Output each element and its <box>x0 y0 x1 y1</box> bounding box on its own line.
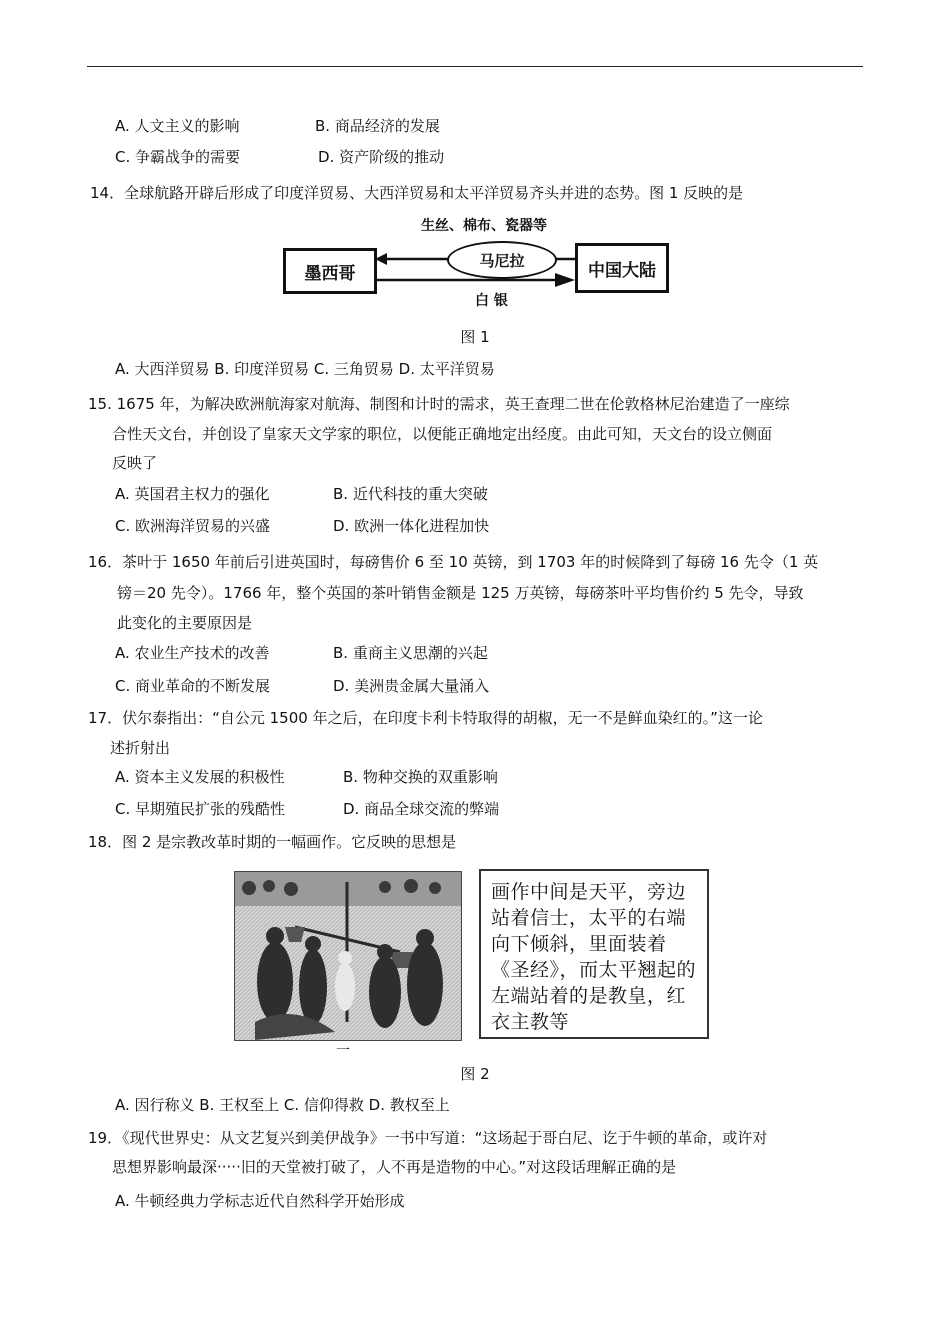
q17-option-d: D. 商品全球交流的弊端 <box>343 800 500 818</box>
q13-option-b: B. 商品经济的发展 <box>315 117 440 135</box>
fig1-right-box: 中国大陆 <box>575 243 669 293</box>
q19-stem-line-1: 19．《现代世界史：从文艺复兴到美伊战争》一书中写道：“这场起于哥白尼、讫于牛顿的革命，或许对 <box>88 1129 768 1147</box>
q17-option-c: C. 早期殖民扩张的残酷性 <box>115 800 286 818</box>
fig1-bottom-label: 白 银 <box>475 293 508 309</box>
q17-stem-line-1: 17．伏尔泰指出：“自公元 1500 年之后，在印度卡利卡特取得的胡椒，无一不是鲜血染红的。”这一论 <box>88 709 763 727</box>
figure-2-description-text: 画作中间是天平，旁边站着信士，太平的右端向下倾斜，里面装着《圣经》，而太平翘起的左端站着的是教皇，红衣主教等 <box>491 881 697 1033</box>
q18-options: A. 因行称义 B. 王权至上 C. 信仰得救 D. 教权至上 <box>115 1096 450 1114</box>
q19-option-a: A. 牛顿经典力学标志近代自然科学开始形成 <box>115 1192 405 1210</box>
q15-option-a: A. 英国君主权力的强化 <box>115 485 270 503</box>
figure-2-dash-mark: 一 <box>336 1043 350 1059</box>
q15-option-b: B. 近代科技的重大突破 <box>333 485 488 503</box>
q13-option-d: D. 资产阶级的推动 <box>318 148 445 166</box>
fig1-left-box: 墨西哥 <box>283 248 377 294</box>
figure-2-caption: 图 2 <box>460 1065 490 1083</box>
q15-stem-line-2: 合性天文台，并创设了皇家天文学家的职位，以便能正确地定出经度。由此可知，天文台的设立侧面 <box>112 425 773 443</box>
q13-option-a: A. 人文主义的影响 <box>115 117 240 135</box>
q14-stem: 14．全球航路开辟后形成了印度洋贸易、大西洋贸易和太平洋贸易齐头并进的态势。图 1 反映的是 <box>90 184 744 202</box>
q16-option-a: A. 农业生产技术的改善 <box>115 644 270 662</box>
q16-option-b: B. 重商主义思潮的兴起 <box>333 644 488 662</box>
q15-option-c: C. 欧洲海洋贸易的兴盛 <box>115 517 271 535</box>
q16-stem-line-1: 16．茶叶于 1650 年前后引进英国时，每磅售价 6 至 10 英镑，到 1703 年的时候降到了每磅 16 先令（1 英 <box>88 553 819 571</box>
q14-options: A. 大西洋贸易 B. 印度洋贸易 C. 三角贸易 D. 太平洋贸易 <box>115 360 495 378</box>
q16-stem-line-2: 镑＝20 先令）。1766 年，整个英国的茶叶销售金额是 125 万英镑，每磅茶叶平均售价约 5 先令，导致 <box>117 584 804 602</box>
q15-option-d: D. 欧洲一体化进程加快 <box>333 517 490 535</box>
header-rule <box>87 66 863 67</box>
q17-stem-line-2: 述折射出 <box>110 739 171 757</box>
q17-option-b: B. 物种交换的双重影响 <box>343 768 498 786</box>
q13-option-c: C. 争霸战争的需要 <box>115 148 241 166</box>
q16-option-c: C. 商业革命的不断发展 <box>115 677 271 695</box>
fig1-center-ellipse: 马尼拉 <box>447 241 557 279</box>
q18-stem: 18．图 2 是宗教改革时期的一幅画作。它反映的思想是 <box>88 833 457 851</box>
figure-1-trade-diagram <box>283 210 675 310</box>
q19-stem-line-2: 思想界影响最深·····旧的天堂被打破了，人不再是造物的中心。”对这段话理解正确的是 <box>112 1158 677 1176</box>
reformation-painting-image <box>234 871 462 1041</box>
figure-2-description-box <box>479 869 709 1039</box>
q15-stem-line-3: 反映了 <box>112 454 158 472</box>
q16-option-d: D. 美洲贵金属大量涌入 <box>333 677 490 695</box>
fig1-top-label: 生丝、棉布、瓷器等 <box>421 218 547 234</box>
figure-1-caption: 图 1 <box>460 328 490 346</box>
q16-stem-line-3: 此变化的主要原因是 <box>117 614 253 632</box>
q17-option-a: A. 资本主义发展的积极性 <box>115 768 285 786</box>
q15-stem-line-1: 15. 1675 年，为解决欧洲航海家对航海、制图和计时的需求，英王查理二世在伦敦格林尼治建造了一座综 <box>88 395 790 413</box>
